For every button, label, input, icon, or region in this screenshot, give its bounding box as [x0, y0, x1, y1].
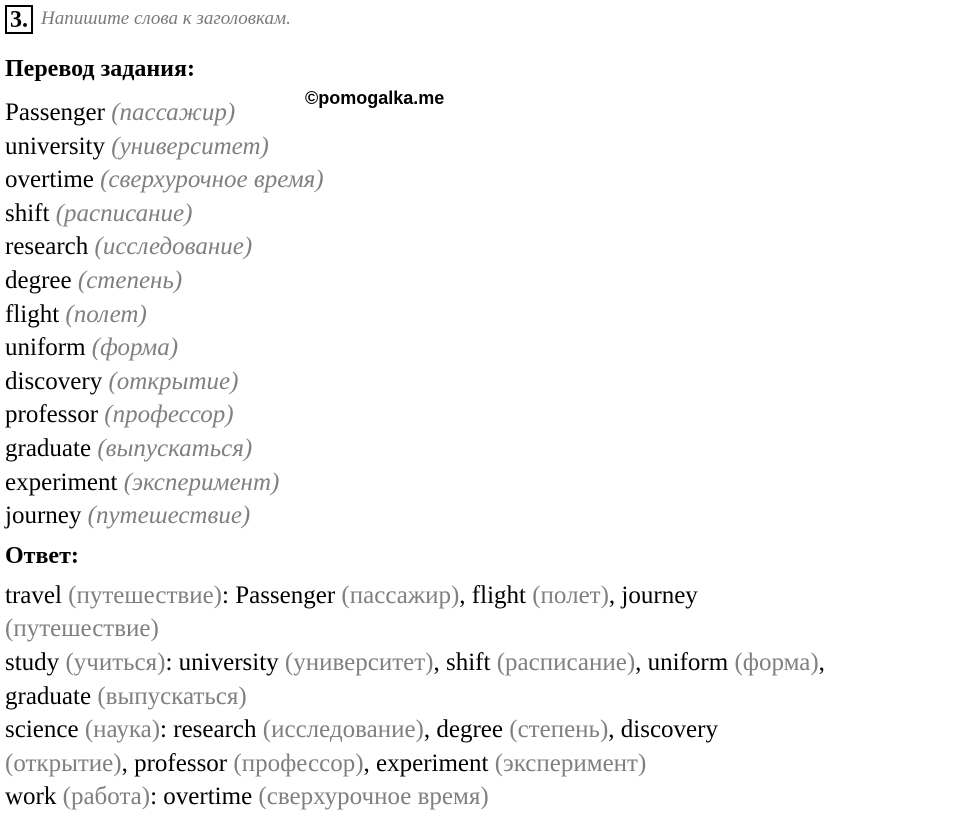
- word-row: [5, 96, 955, 130]
- answer-translation: (полет): [532, 581, 609, 609]
- answer-translation: (степень): [509, 716, 609, 744]
- word-row: [5, 130, 955, 164]
- answer-text: , uniform: [635, 648, 735, 676]
- word-list: [5, 96, 955, 533]
- answer-text: ,: [818, 648, 825, 676]
- word-row: [5, 398, 955, 432]
- answer-text: : university: [165, 648, 285, 676]
- word-english: graduate: [5, 434, 92, 462]
- word-english: journey: [5, 502, 82, 530]
- word-english: Passenger: [5, 99, 105, 126]
- word-row: [5, 432, 955, 466]
- task-header: [5, 4, 955, 34]
- answer-translation: (пассажир): [341, 581, 460, 609]
- word-translation: (путешествие): [87, 502, 251, 530]
- word-translation: (выпускаться): [97, 434, 253, 462]
- word-translation: (эксперимент): [123, 468, 280, 496]
- word-translation: (профессор): [104, 401, 234, 429]
- answer-translation: (учиться): [65, 648, 166, 676]
- word-translation: (степень): [77, 266, 183, 294]
- answer-text: : overtime: [150, 783, 259, 811]
- word-row: [5, 197, 955, 231]
- task-number: 3.: [5, 5, 33, 34]
- word-row: [5, 163, 955, 197]
- word-english: experiment: [5, 468, 118, 496]
- word-english: research: [5, 233, 89, 261]
- answer-line: [5, 680, 955, 714]
- answer-text: , journey: [608, 581, 698, 609]
- word-row: [5, 499, 955, 533]
- answer-title: Ответ:: [5, 542, 79, 569]
- task-instruction: Напишите слова к заголовкам.: [41, 8, 291, 29]
- word-english: uniform: [5, 334, 86, 362]
- answer-translation: (форма): [734, 648, 819, 676]
- answer-text: , degree: [423, 716, 510, 744]
- answer-line: [5, 747, 955, 781]
- word-translation: (исследование): [94, 233, 253, 261]
- word-row: [5, 466, 955, 500]
- answer-text: , flight: [459, 581, 533, 609]
- word-english: flight: [5, 300, 60, 328]
- answer-translation: (сверхурочное время): [258, 783, 489, 811]
- answer-text: science: [5, 716, 85, 744]
- word-row: [5, 230, 955, 264]
- word-row: [5, 264, 955, 298]
- answer-translation: (выпускаться): [97, 682, 247, 710]
- word-row: [5, 331, 955, 365]
- translation-title: Перевод задания:: [5, 56, 195, 82]
- word-translation: (полет): [65, 300, 147, 328]
- answer-text: , discovery: [608, 716, 718, 744]
- watermark: ©pomogalka.me: [305, 88, 445, 108]
- answer-translation: (работа): [62, 783, 151, 811]
- word-translation: (университет): [111, 132, 269, 160]
- word-translation: (форма): [91, 334, 179, 362]
- word-english: overtime: [5, 166, 94, 194]
- answer-text: : research: [160, 716, 263, 744]
- word-translation: (открытие): [108, 367, 239, 395]
- word-english: shift: [5, 199, 50, 227]
- answer-line: [5, 612, 955, 646]
- answer-text: work: [5, 783, 63, 811]
- answer-text: , experiment: [363, 749, 495, 777]
- answer-text: , professor: [121, 749, 234, 777]
- word-translation: (пассажир): [111, 99, 236, 126]
- answer-line: [5, 579, 955, 613]
- answer-translation: (эксперимент): [494, 749, 647, 777]
- answer-translation: (расписание): [496, 648, 636, 676]
- document-page: [5, 4, 955, 814]
- answer-translation: (университет): [284, 648, 434, 676]
- answer-translation: (исследование): [262, 716, 424, 744]
- answer-line: [5, 780, 955, 814]
- word-english: professor: [5, 401, 99, 429]
- word-english: discovery: [5, 367, 103, 395]
- answer-text: study: [5, 648, 66, 676]
- answer-text: travel: [5, 581, 69, 609]
- word-row: [5, 298, 955, 332]
- answer-text: graduate: [5, 682, 98, 710]
- word-english: degree: [5, 266, 72, 294]
- word-english: university: [5, 132, 105, 160]
- answer-line: [5, 646, 955, 680]
- word-row: [5, 365, 955, 399]
- word-translation: (сверхурочное время): [100, 166, 324, 194]
- answer-block: [5, 579, 955, 814]
- answer-line: [5, 713, 955, 747]
- answer-text: : Passenger: [222, 581, 342, 609]
- answer-text: , shift: [433, 648, 497, 676]
- answer-translation: (профессор): [233, 749, 364, 777]
- answer-translation: (путешествие): [5, 615, 159, 643]
- answer-translation: (открытие): [5, 749, 122, 777]
- answer-translation: (путешествие): [68, 581, 222, 609]
- word-translation: (расписание): [55, 199, 193, 227]
- answer-translation: (наука): [84, 716, 161, 744]
